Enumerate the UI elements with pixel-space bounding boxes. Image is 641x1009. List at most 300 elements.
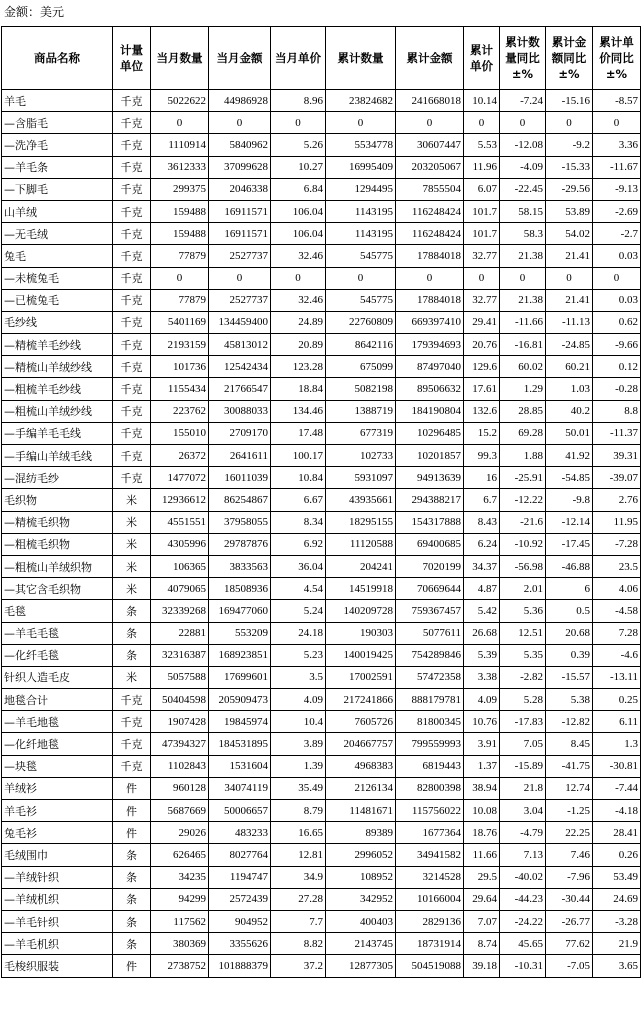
cell-cum-qty-yoy: 5.35	[500, 644, 546, 666]
cell-product-name: —精梳山羊绒纱线	[2, 356, 113, 378]
cell-month-price: 100.17	[271, 445, 326, 467]
cell-cum-amount-yoy: 8.45	[546, 733, 593, 755]
cell-cum-amount: 7020199	[396, 555, 464, 577]
cell-month-qty: 1110914	[151, 134, 209, 156]
cell-cum-amount: 2829136	[396, 910, 464, 932]
cell-month-qty: 626465	[151, 844, 209, 866]
cell-cum-price: 6.7	[464, 489, 500, 511]
cell-cum-qty: 5931097	[326, 467, 396, 489]
cell-month-qty: 12936612	[151, 489, 209, 511]
cell-unit: 米	[113, 533, 151, 555]
cell-cum-price-yoy: -39.07	[593, 467, 641, 489]
cell-product-name: 山羊绒	[2, 200, 113, 222]
cell-unit: 千克	[113, 90, 151, 112]
cell-cum-amount: 30607447	[396, 134, 464, 156]
cell-month-qty: 1102843	[151, 755, 209, 777]
cell-cum-price: 38.94	[464, 777, 500, 799]
cell-month-price: 8.79	[271, 800, 326, 822]
cell-cum-qty-yoy: 3.04	[500, 800, 546, 822]
table-row	[2, 445, 641, 467]
cell-cum-amount-yoy: 1.03	[546, 378, 593, 400]
cell-month-price: 4.09	[271, 689, 326, 711]
cell-cum-qty: 12877305	[326, 955, 396, 977]
header-month-qty: 当月数量	[151, 27, 209, 90]
cell-cum-qty: 17002591	[326, 666, 396, 688]
cell-cum-price-yoy: -7.28	[593, 533, 641, 555]
cell-product-name: —化纤地毯	[2, 733, 113, 755]
cell-month-price: 16.65	[271, 822, 326, 844]
cell-cum-qty-yoy: -56.98	[500, 555, 546, 577]
table-body	[2, 90, 641, 978]
cell-cum-amount-yoy: -9.8	[546, 489, 593, 511]
cell-cum-amount: 504519088	[396, 955, 464, 977]
cell-product-name: —手编山羊绒毛线	[2, 445, 113, 467]
cell-month-price: 36.04	[271, 555, 326, 577]
cell-cum-price: 99.3	[464, 445, 500, 467]
cell-product-name: —精梳毛织物	[2, 511, 113, 533]
cell-cum-qty-yoy: 5.28	[500, 689, 546, 711]
cell-product-name: 毛绒围巾	[2, 844, 113, 866]
cell-cum-price: 5.42	[464, 600, 500, 622]
cell-month-qty: 380369	[151, 933, 209, 955]
cell-month-price: 18.84	[271, 378, 326, 400]
cell-month-qty: 4079065	[151, 578, 209, 600]
cell-month-qty: 77879	[151, 245, 209, 267]
header-cum-qty: 累计数量	[326, 27, 396, 90]
cell-cum-price: 8.43	[464, 511, 500, 533]
cell-cum-price-yoy: 0.26	[593, 844, 641, 866]
cell-cum-price-yoy: -4.6	[593, 644, 641, 666]
cell-month-amount: 0	[209, 267, 271, 289]
cell-month-amount: 3355626	[209, 933, 271, 955]
cell-cum-price-yoy: -9.13	[593, 178, 641, 200]
cell-cum-qty-yoy: 0	[500, 267, 546, 289]
table-row	[2, 844, 641, 866]
cell-cum-qty-yoy: -11.66	[500, 311, 546, 333]
cell-cum-qty: 8642116	[326, 334, 396, 356]
cell-cum-qty-yoy: -4.09	[500, 156, 546, 178]
cell-month-amount: 168923851	[209, 644, 271, 666]
cell-cum-amount-yoy: -1.25	[546, 800, 593, 822]
cell-cum-amount: 754289846	[396, 644, 464, 666]
cell-month-price: 24.89	[271, 311, 326, 333]
cell-cum-amount-yoy: 60.21	[546, 356, 593, 378]
cell-month-amount: 12542434	[209, 356, 271, 378]
cell-month-price: 1.39	[271, 755, 326, 777]
cell-cum-price-yoy: 2.76	[593, 489, 641, 511]
cell-cum-qty-yoy: -17.83	[500, 711, 546, 733]
cell-month-amount: 101888379	[209, 955, 271, 977]
cell-month-qty: 159488	[151, 200, 209, 222]
cell-cum-price: 3.38	[464, 666, 500, 688]
table-row	[2, 711, 641, 733]
cell-cum-qty: 677319	[326, 422, 396, 444]
cell-cum-qty-yoy: 2.01	[500, 578, 546, 600]
cell-cum-price: 5.39	[464, 644, 500, 666]
cell-cum-qty-yoy: -2.82	[500, 666, 546, 688]
cell-product-name: —未梳兔毛	[2, 267, 113, 289]
cell-month-amount: 18508936	[209, 578, 271, 600]
cell-cum-amount: 3214528	[396, 866, 464, 888]
cell-cum-price-yoy: 0	[593, 112, 641, 134]
cell-month-qty: 155010	[151, 422, 209, 444]
cell-product-name: —羊毛机织	[2, 933, 113, 955]
cell-unit: 米	[113, 578, 151, 600]
cell-cum-qty: 7605726	[326, 711, 396, 733]
cell-cum-qty: 1143195	[326, 223, 396, 245]
cell-cum-amount-yoy: 7.46	[546, 844, 593, 866]
cell-cum-qty-yoy: 1.29	[500, 378, 546, 400]
cell-cum-qty-yoy: 28.85	[500, 400, 546, 422]
table-row	[2, 245, 641, 267]
cell-cum-qty: 545775	[326, 245, 396, 267]
cell-cum-price-yoy: 0.03	[593, 289, 641, 311]
cell-month-qty: 5401169	[151, 311, 209, 333]
cell-cum-price-yoy: 23.5	[593, 555, 641, 577]
cell-cum-price: 39.18	[464, 955, 500, 977]
cell-cum-price-yoy: -8.57	[593, 90, 641, 112]
cell-month-price: 106.04	[271, 223, 326, 245]
cell-cum-qty: 23824682	[326, 90, 396, 112]
cell-cum-price-yoy: -4.18	[593, 800, 641, 822]
cell-cum-amount: 10166004	[396, 888, 464, 910]
cell-cum-price-yoy: 0	[593, 267, 641, 289]
cell-unit: 千克	[113, 178, 151, 200]
cell-month-amount: 29787876	[209, 533, 271, 555]
cell-month-price: 5.26	[271, 134, 326, 156]
cell-cum-qty-yoy: 58.15	[500, 200, 546, 222]
cell-unit: 千克	[113, 467, 151, 489]
table-row	[2, 644, 641, 666]
cell-cum-qty: 0	[326, 267, 396, 289]
cell-month-amount: 45813012	[209, 334, 271, 356]
cell-cum-amount-yoy: 0.39	[546, 644, 593, 666]
table-row	[2, 533, 641, 555]
cell-month-price: 3.5	[271, 666, 326, 688]
cell-cum-qty: 1388719	[326, 400, 396, 422]
cell-month-price: 3.89	[271, 733, 326, 755]
cell-cum-qty-yoy: -12.22	[500, 489, 546, 511]
cell-cum-price: 7.07	[464, 910, 500, 932]
table-row	[2, 378, 641, 400]
cell-cum-price-yoy: -11.67	[593, 156, 641, 178]
cell-product-name: 羊毛衫	[2, 800, 113, 822]
cell-cum-price: 32.77	[464, 245, 500, 267]
table-row	[2, 178, 641, 200]
cell-cum-qty-yoy: -12.08	[500, 134, 546, 156]
cell-product-name: 毛梭织服装	[2, 955, 113, 977]
cell-unit: 件	[113, 822, 151, 844]
cell-product-name: 毛毯	[2, 600, 113, 622]
cell-month-qty: 22881	[151, 622, 209, 644]
table-row	[2, 467, 641, 489]
cell-month-qty: 960128	[151, 777, 209, 799]
cell-month-qty: 299375	[151, 178, 209, 200]
cell-product-name: —粗梳羊毛纱线	[2, 378, 113, 400]
cell-month-amount: 3833563	[209, 555, 271, 577]
cell-unit: 千克	[113, 334, 151, 356]
cell-product-name: 毛织物	[2, 489, 113, 511]
cell-cum-qty-yoy: 45.65	[500, 933, 546, 955]
cell-month-qty: 5022622	[151, 90, 209, 112]
cell-cum-qty: 140019425	[326, 644, 396, 666]
cell-product-name: —无毛绒	[2, 223, 113, 245]
cell-month-qty: 94299	[151, 888, 209, 910]
cell-unit: 千克	[113, 689, 151, 711]
cell-month-amount: 0	[209, 112, 271, 134]
cell-month-price: 20.89	[271, 334, 326, 356]
cell-month-price: 5.23	[271, 644, 326, 666]
table-row	[2, 356, 641, 378]
cell-product-name: —洗净毛	[2, 134, 113, 156]
cell-cum-qty: 140209728	[326, 600, 396, 622]
cell-cum-amount-yoy: -12.82	[546, 711, 593, 733]
cell-month-qty: 1477072	[151, 467, 209, 489]
cell-product-name: —粗梳毛织物	[2, 533, 113, 555]
cell-month-amount: 16011039	[209, 467, 271, 489]
cell-unit: 千克	[113, 711, 151, 733]
cell-cum-price-yoy: 11.95	[593, 511, 641, 533]
cell-month-qty: 5687669	[151, 800, 209, 822]
cell-month-price: 17.48	[271, 422, 326, 444]
cell-product-name: —羊毛地毯	[2, 711, 113, 733]
header-month-amount: 当月金额	[209, 27, 271, 90]
cell-month-qty: 3612333	[151, 156, 209, 178]
cell-month-price: 35.49	[271, 777, 326, 799]
cell-unit: 条	[113, 844, 151, 866]
cell-cum-amount: 94913639	[396, 467, 464, 489]
cell-unit: 米	[113, 511, 151, 533]
cell-month-qty: 29026	[151, 822, 209, 844]
cell-month-amount: 37958055	[209, 511, 271, 533]
cell-cum-amount-yoy: -29.56	[546, 178, 593, 200]
header-cum-qty-yoy: 累计数量同比±%	[500, 27, 546, 90]
cell-cum-price-yoy: 1.3	[593, 733, 641, 755]
cell-cum-price: 101.7	[464, 200, 500, 222]
table-row	[2, 555, 641, 577]
cell-cum-qty: 204667757	[326, 733, 396, 755]
cell-month-price: 32.46	[271, 245, 326, 267]
cell-product-name: —含脂毛	[2, 112, 113, 134]
cell-month-qty: 32339268	[151, 600, 209, 622]
cell-month-amount: 21766547	[209, 378, 271, 400]
cell-month-price: 6.92	[271, 533, 326, 555]
cell-cum-price: 6.24	[464, 533, 500, 555]
cell-month-price: 4.54	[271, 578, 326, 600]
table-row	[2, 666, 641, 688]
cell-product-name: 针织人造毛皮	[2, 666, 113, 688]
cell-month-amount: 5840962	[209, 134, 271, 156]
cell-month-qty: 2738752	[151, 955, 209, 977]
cell-month-amount: 34074119	[209, 777, 271, 799]
cell-unit: 千克	[113, 289, 151, 311]
cell-month-qty: 159488	[151, 223, 209, 245]
cell-month-amount: 169477060	[209, 600, 271, 622]
cell-cum-price: 26.68	[464, 622, 500, 644]
table-row	[2, 866, 641, 888]
cell-month-qty: 34235	[151, 866, 209, 888]
cell-unit: 千克	[113, 134, 151, 156]
cell-unit: 千克	[113, 112, 151, 134]
cell-month-price: 6.84	[271, 178, 326, 200]
cell-cum-qty-yoy: 60.02	[500, 356, 546, 378]
cell-cum-price: 6.07	[464, 178, 500, 200]
cell-cum-price-yoy: 7.28	[593, 622, 641, 644]
cell-cum-amount-yoy: 0	[546, 267, 593, 289]
cell-month-amount: 134459400	[209, 311, 271, 333]
cell-cum-amount: 0	[396, 267, 464, 289]
cell-cum-amount: 888179781	[396, 689, 464, 711]
cell-cum-qty-yoy: -16.81	[500, 334, 546, 356]
cell-cum-price: 10.14	[464, 90, 500, 112]
cell-cum-qty: 217241866	[326, 689, 396, 711]
cell-cum-price-yoy: 24.69	[593, 888, 641, 910]
cell-cum-amount: 6819443	[396, 755, 464, 777]
cell-unit: 千克	[113, 422, 151, 444]
table-row	[2, 267, 641, 289]
table-row	[2, 400, 641, 422]
cell-cum-amount-yoy: 21.41	[546, 245, 593, 267]
cell-cum-amount: 57472358	[396, 666, 464, 688]
cell-month-qty: 2193159	[151, 334, 209, 356]
cell-unit: 条	[113, 933, 151, 955]
cell-cum-qty: 1143195	[326, 200, 396, 222]
cell-month-qty: 1907428	[151, 711, 209, 733]
cell-cum-price-yoy: -11.37	[593, 422, 641, 444]
header-cum-amount-yoy: 累计金额同比±%	[546, 27, 593, 90]
cell-month-qty: 32316387	[151, 644, 209, 666]
cell-product-name: —化纤毛毯	[2, 644, 113, 666]
cell-month-qty: 4551551	[151, 511, 209, 533]
cell-cum-price-yoy: -2.7	[593, 223, 641, 245]
cell-product-name: —下脚毛	[2, 178, 113, 200]
cell-cum-qty: 190303	[326, 622, 396, 644]
cell-month-qty: 77879	[151, 289, 209, 311]
cell-cum-price: 11.66	[464, 844, 500, 866]
table-row	[2, 200, 641, 222]
cell-cum-qty-yoy: -40.02	[500, 866, 546, 888]
cell-cum-qty: 0	[326, 112, 396, 134]
table-row	[2, 134, 641, 156]
cell-cum-price-yoy: 3.65	[593, 955, 641, 977]
cell-cum-qty: 102733	[326, 445, 396, 467]
cell-month-price: 8.96	[271, 90, 326, 112]
cell-product-name: 地毯合计	[2, 689, 113, 711]
cell-cum-amount: 70669644	[396, 578, 464, 600]
cell-cum-qty: 2143745	[326, 933, 396, 955]
cell-cum-amount-yoy: 20.68	[546, 622, 593, 644]
cell-cum-price: 29.64	[464, 888, 500, 910]
cell-cum-amount-yoy: 6	[546, 578, 593, 600]
cell-cum-amount: 759367457	[396, 600, 464, 622]
header-cum-amount: 累计金额	[396, 27, 464, 90]
cell-product-name: —羊毛毛毯	[2, 622, 113, 644]
cell-cum-qty-yoy: -21.6	[500, 511, 546, 533]
cell-cum-price: 0	[464, 267, 500, 289]
header-row	[2, 27, 641, 90]
cell-unit: 米	[113, 489, 151, 511]
cell-month-amount: 17699601	[209, 666, 271, 688]
cell-cum-qty: 18295155	[326, 511, 396, 533]
cell-cum-qty-yoy: -10.31	[500, 955, 546, 977]
cell-unit: 千克	[113, 445, 151, 467]
cell-unit: 条	[113, 910, 151, 932]
cell-cum-qty-yoy: -25.91	[500, 467, 546, 489]
cell-cum-qty: 545775	[326, 289, 396, 311]
cell-unit: 千克	[113, 400, 151, 422]
cell-unit: 千克	[113, 200, 151, 222]
header-cum-price: 累计单价	[464, 27, 500, 90]
cell-cum-amount-yoy: 77.62	[546, 933, 593, 955]
cell-cum-qty-yoy: 12.51	[500, 622, 546, 644]
cell-cum-qty: 11481671	[326, 800, 396, 822]
cell-month-amount: 2527737	[209, 289, 271, 311]
cell-month-amount: 86254867	[209, 489, 271, 511]
cell-unit: 条	[113, 622, 151, 644]
cell-cum-qty: 5082198	[326, 378, 396, 400]
cell-month-amount: 2572439	[209, 888, 271, 910]
cell-cum-amount-yoy: 41.92	[546, 445, 593, 467]
cell-cum-qty: 108952	[326, 866, 396, 888]
cell-cum-price-yoy: -30.81	[593, 755, 641, 777]
cell-unit: 千克	[113, 378, 151, 400]
cell-unit: 千克	[113, 267, 151, 289]
table-row	[2, 888, 641, 910]
cell-month-price: 24.18	[271, 622, 326, 644]
cell-month-price: 34.9	[271, 866, 326, 888]
cell-cum-price: 29.5	[464, 866, 500, 888]
cell-month-amount: 904952	[209, 910, 271, 932]
cell-month-qty: 1155434	[151, 378, 209, 400]
cell-month-price: 32.46	[271, 289, 326, 311]
cell-cum-price-yoy: 0.03	[593, 245, 641, 267]
cell-cum-price: 1.37	[464, 755, 500, 777]
cell-cum-price-yoy: -2.69	[593, 200, 641, 222]
cell-unit: 件	[113, 955, 151, 977]
cell-cum-amount: 34941582	[396, 844, 464, 866]
cell-cum-price: 11.96	[464, 156, 500, 178]
cell-month-price: 27.28	[271, 888, 326, 910]
cell-cum-amount: 184190804	[396, 400, 464, 422]
cell-cum-amount: 81800345	[396, 711, 464, 733]
cell-cum-amount: 1677364	[396, 822, 464, 844]
cell-cum-price-yoy: 28.41	[593, 822, 641, 844]
cell-cum-qty-yoy: -15.89	[500, 755, 546, 777]
cell-cum-amount: 0	[396, 112, 464, 134]
cell-month-amount: 553209	[209, 622, 271, 644]
cell-cum-amount-yoy: -24.85	[546, 334, 593, 356]
header-month-price: 当月单价	[271, 27, 326, 90]
cell-cum-amount-yoy: -46.88	[546, 555, 593, 577]
cell-month-qty: 47394327	[151, 733, 209, 755]
cell-cum-price-yoy: 8.8	[593, 400, 641, 422]
cell-month-amount: 16911571	[209, 200, 271, 222]
cell-cum-amount-yoy: 0	[546, 112, 593, 134]
cell-cum-qty-yoy: -4.79	[500, 822, 546, 844]
table-row	[2, 511, 641, 533]
cell-month-qty: 5057588	[151, 666, 209, 688]
cell-month-qty: 50404598	[151, 689, 209, 711]
cell-unit: 千克	[113, 245, 151, 267]
header-unit: 计量单位	[113, 27, 151, 90]
table-row	[2, 90, 641, 112]
cell-cum-amount-yoy: -15.16	[546, 90, 593, 112]
cell-cum-qty-yoy: -24.22	[500, 910, 546, 932]
cell-month-price: 10.27	[271, 156, 326, 178]
cell-cum-price: 18.76	[464, 822, 500, 844]
cell-cum-price: 20.76	[464, 334, 500, 356]
cell-cum-price: 8.74	[464, 933, 500, 955]
